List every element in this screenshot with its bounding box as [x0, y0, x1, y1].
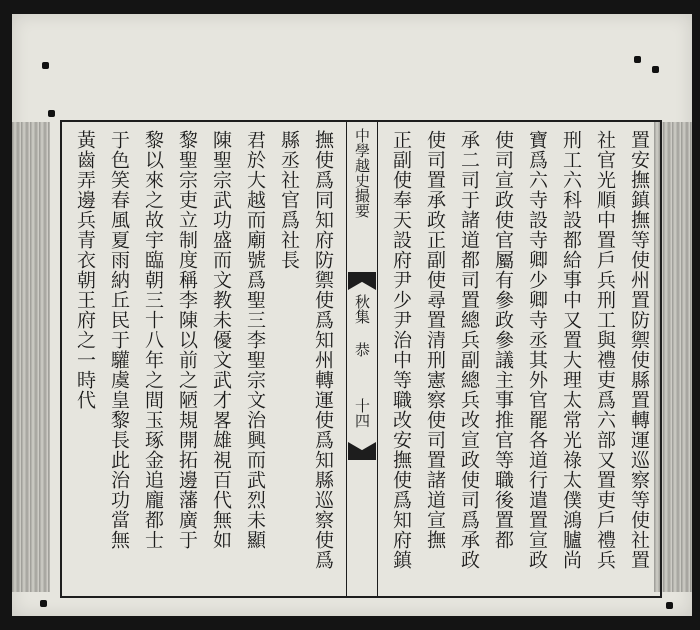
- text-column: 社官光順中置戶兵刑工與禮吏爲六部又置吏戶禮兵: [594, 130, 616, 570]
- page-edge-left: [12, 122, 50, 592]
- book-title: 中學越史撮要: [353, 128, 371, 218]
- punch-mark: [48, 110, 55, 117]
- text-column: 縣丞社官爲社長: [278, 130, 300, 270]
- text-column: 黎聖宗吏立制度稱李陳以前之陋規開拓邊藩廣于: [176, 130, 198, 550]
- punch-mark: [652, 66, 659, 73]
- upper-fish-tail: [348, 272, 376, 290]
- text-column: 承二司于諸道都司置總兵副總兵改宣政使司爲承政: [458, 130, 480, 570]
- text-column: 正副使奉天設府尹少尹治中等職改安撫使爲知府鎮: [390, 130, 412, 570]
- page-number: 十四: [353, 398, 371, 428]
- heart-column: [346, 122, 378, 596]
- punch-mark: [42, 62, 49, 69]
- punch-mark: [634, 56, 641, 63]
- text-column: 寶爲六寺設寺卿少卿寺丞其外官罷各道行遣置宣政: [526, 130, 548, 570]
- scanned-page: [12, 14, 692, 616]
- section-label: 秋集 恭: [353, 294, 371, 357]
- text-column: 刑工六科設都給事中又置大理太常光祿太僕鴻臚尚: [560, 130, 582, 570]
- text-column: 撫使爲同知府防禦使爲知州轉運使爲知縣巡察使爲: [312, 130, 334, 570]
- text-column: 黃齒弄邊兵青衣朝王府之一時代: [74, 130, 96, 410]
- punch-mark: [40, 600, 47, 607]
- text-column: 陳聖宗武功盛而文教未優文武才畧雄視百代無如: [210, 130, 232, 550]
- lower-fish-tail: [348, 442, 376, 460]
- text-column: 使司置承政正副使尋置清刑憲察使司置諸道宣撫: [424, 130, 446, 550]
- text-column: 于色笑春風夏雨納丘民于驩虞皇黎長此治功當無: [108, 130, 130, 550]
- text-column: 君於大越而廟號爲聖三李聖宗文治興而武烈未顯: [244, 130, 266, 550]
- text-column: 黎以來之故宇臨朝三十八年之間玉琢金追龐都士: [142, 130, 164, 550]
- text-column: 置安撫鎮撫等使州置防禦使縣置轉運巡察等使社置: [628, 130, 650, 570]
- text-column: 使司宣政使官屬有參政參議主事推官等職後置都: [492, 130, 514, 550]
- punch-mark: [666, 602, 673, 609]
- text-block-frame: [60, 120, 662, 598]
